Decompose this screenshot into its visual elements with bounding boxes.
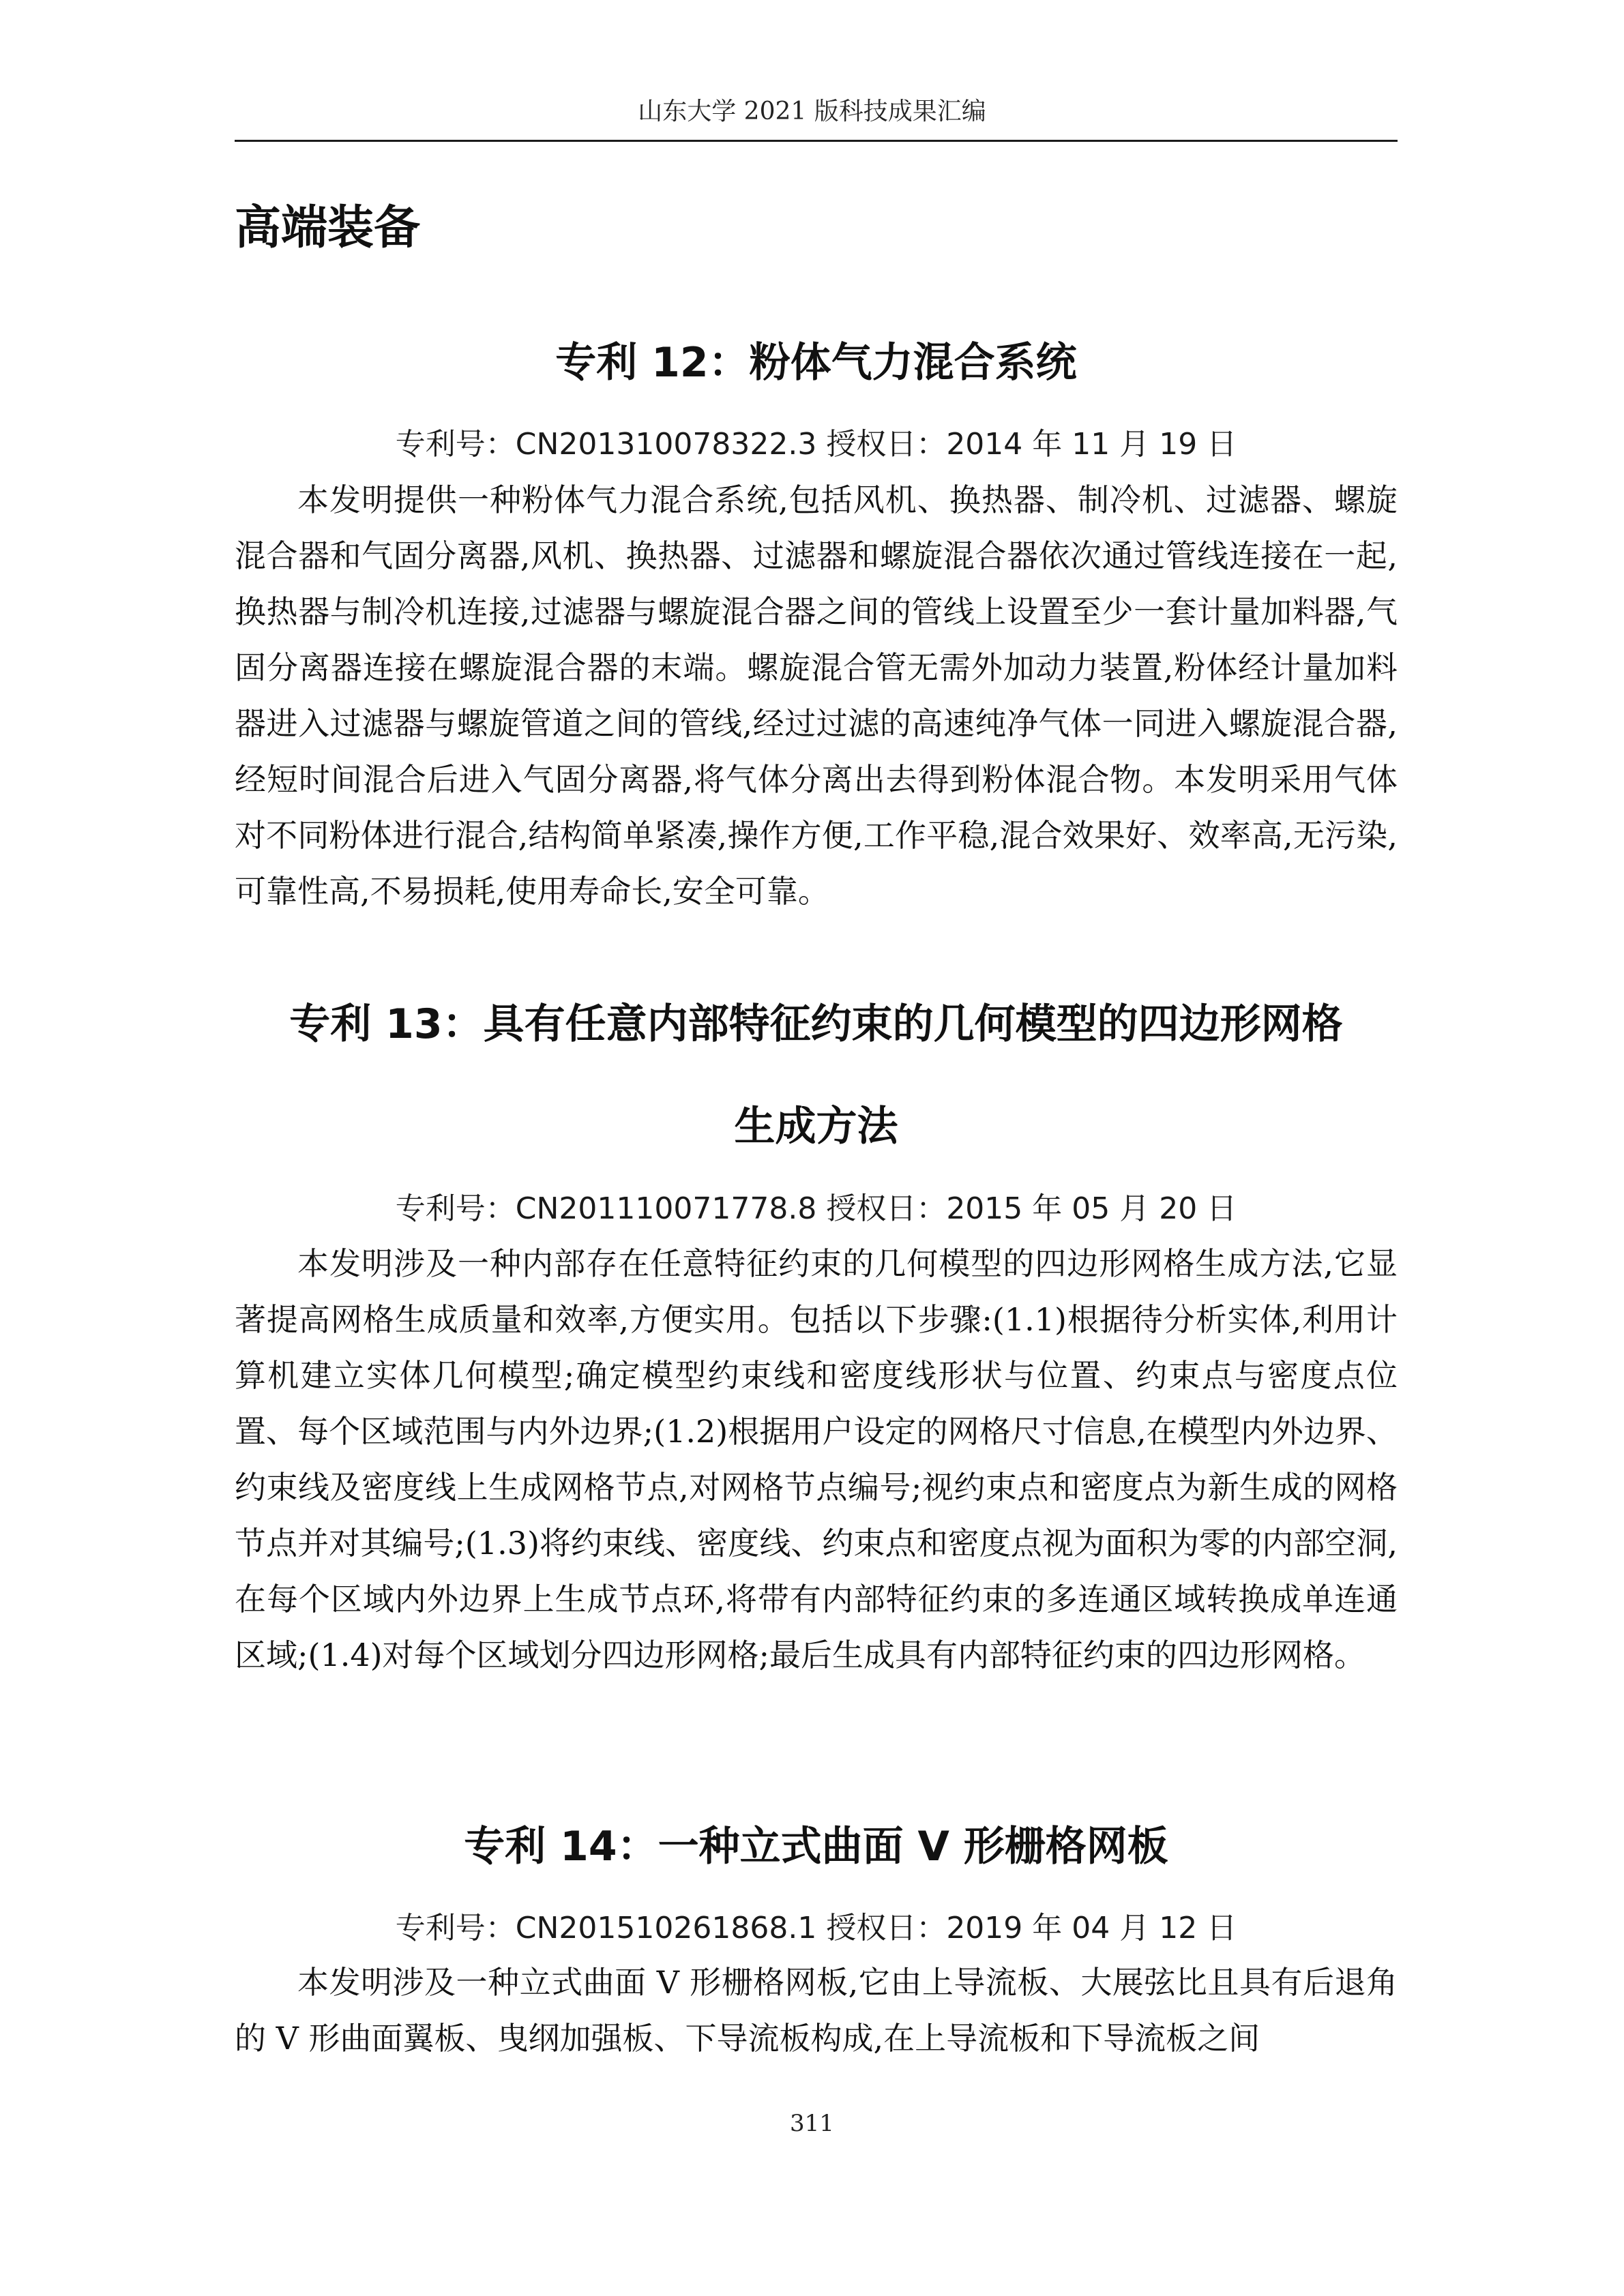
patent-12-meta: 专利号：CN201310078322.3 授权日：2014 年 11 月 19 日 (395, 427, 1237, 462)
patent-12-body: 本发明提供一种粉体气力混合系统,包括风机、换热器、制冷机、过滤器、螺旋混合器和气固分离器,风机、换热器、过滤器和螺旋混合器依次通过管线连接在一起,换热器与制冷机连接,过滤器与螺旋混合器之间的管线上设置至少一套计量加料器,气固分离器连接在螺旋混合器的末端。螺旋混合管无需外加动力装置,粉体经计量加料器进入过滤器与螺旋管道之间的管线,经过过滤的高速纯净气体一同进入螺旋混合器,经短时间混合后进入气固分离器,将气体分离出去得到粉体混合物。本发明采用气体对不同粉体进行混合,结构简单紧凑,操作方便,工作平稳,混合效果好、效率高,无污染,可靠性高,不易损耗,使用寿命长,安全可靠。 (235, 481, 1398, 910)
running-header: 山东大学 2021 版科技成果汇编 (638, 98, 986, 125)
patent-13-title-line1: 专利 13：具有任意内部特征约束的几何模型的四边形网格 (289, 1000, 1343, 1048)
patent-13-title-line2: 生成方法 (734, 1103, 898, 1150)
header-divider (235, 140, 1398, 142)
page-number: 311 (790, 2110, 834, 2137)
patent-13-meta: 专利号：CN201110071778.8 授权日：2015 年 05 月 20 日 (395, 1191, 1237, 1226)
patent-13-body: 本发明涉及一种内部存在任意特征约束的几何模型的四边形网格生成方法,它显著提高网格生成质量和效率,方便实用。包括以下步骤:(1.1)根据待分析实体,利用计算机建立实体几何模型;确定模型约束线和密度线形状与位置、约束点与密度点位置、每个区域范围与内外边界;(1.2)根据用户设定的网格尺寸信息,在模型内外边界、约束线及密度线上生成网格节点,对网格节点编号;视约束点和密度点为新生成的网格节点并对其编号;(1.3)将约束线、密度线、约束点和密度点视为面积为零的内部空洞,在每个区域内外边界上生成节点环,将带有内部特征约束的多连通区域转换成单连通区域;(1.4)对每个区域划分四边形网格;最后生成具有内部特征约束的四边形网格。 (235, 1245, 1398, 1673)
section-title: 高端装备 (235, 201, 421, 255)
patent-12-title: 专利 12：粉体气力混合系统 (555, 339, 1077, 387)
patent-14-title: 专利 14：一种立式曲面 V 形栅格网板 (464, 1823, 1168, 1870)
patent-14-meta: 专利号：CN201510261868.1 授权日：2019 年 04 月 12 日 (395, 1911, 1237, 1945)
patent-14-body: 本发明涉及一种立式曲面 V 形栅格网板,它由上导流板、大展弦比且具有后退角的 V 形曲面翼板、曳纲加强板、下导流板构成,在上导流板和下导流板之间 (235, 1964, 1398, 2057)
